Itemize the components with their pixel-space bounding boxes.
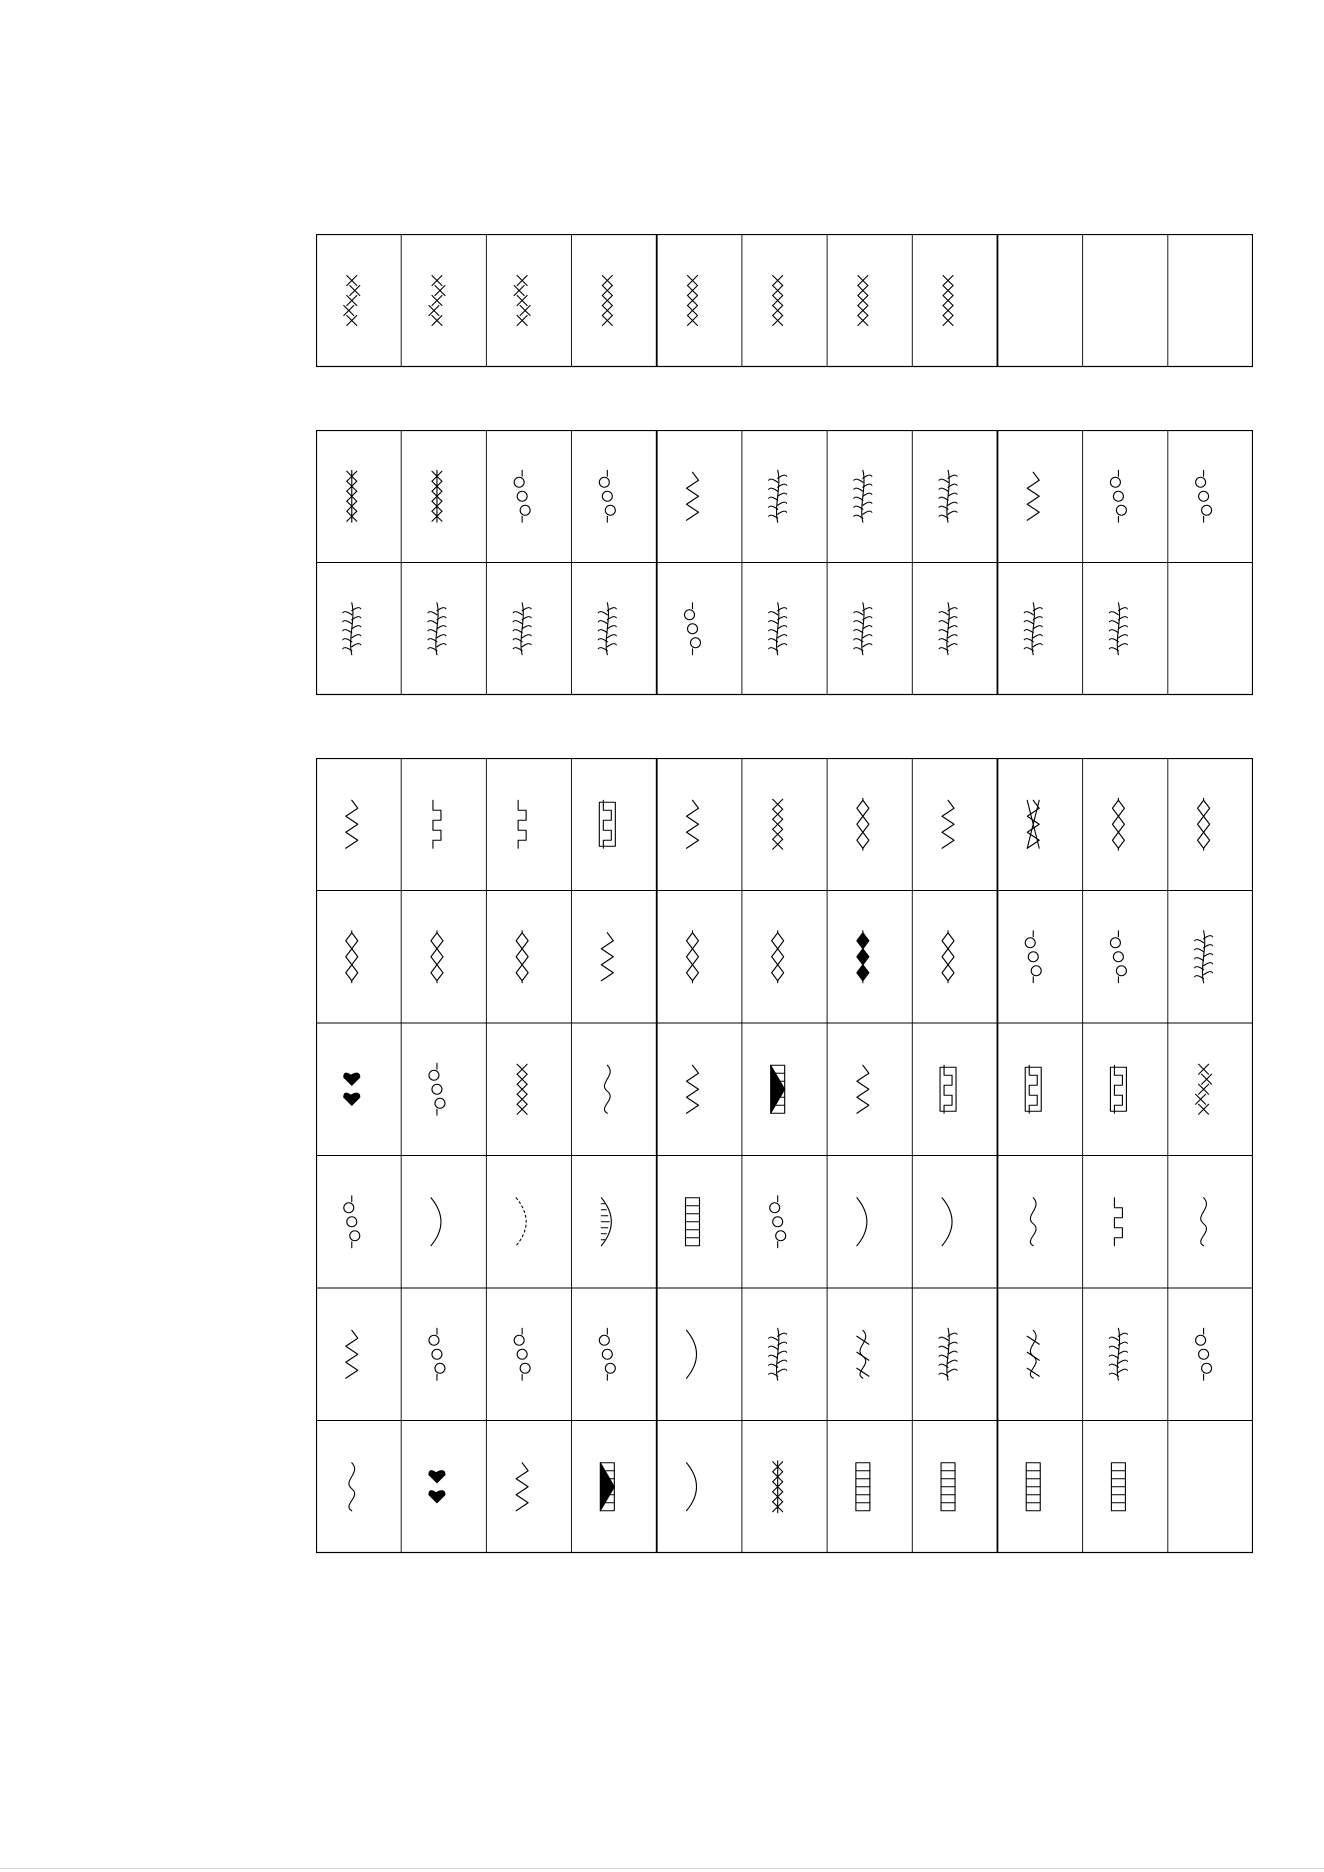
triangle-box-stitch-icon bbox=[771, 1065, 785, 1113]
bar-ladder-stitch-icon bbox=[1111, 1463, 1125, 1511]
diamond-vine-stitch-icon bbox=[346, 931, 358, 983]
leaf-bud-stitch-icon bbox=[939, 470, 957, 522]
bead-cluster-stitch-icon bbox=[1110, 931, 1126, 983]
zigzag-m-stitch-icon bbox=[346, 1330, 358, 1378]
heart-scallop-stitch-icon bbox=[344, 1073, 360, 1105]
loop-stem-stitch-icon bbox=[344, 1196, 360, 1248]
comb-arc-stitch-icon bbox=[601, 1198, 611, 1246]
arrow-diamond-stitch-icon bbox=[687, 931, 699, 983]
loop-chain-stitch-icon bbox=[514, 1328, 530, 1380]
step-zigzag-stitch-icon bbox=[346, 800, 358, 848]
greek-key-stitch-icon bbox=[940, 1065, 956, 1113]
tree-branch-stitch-icon bbox=[769, 1328, 787, 1380]
flower-curl-stitch-icon bbox=[514, 470, 530, 522]
cross-offset-stitch-icon bbox=[943, 276, 953, 326]
ladder-box-stitch-icon bbox=[941, 1463, 955, 1511]
point-scallop-stitch-icon bbox=[857, 1198, 867, 1246]
cross-zigzag-column-stitch-icon bbox=[429, 276, 445, 326]
box-cross-stitch-icon bbox=[517, 1064, 527, 1114]
fish-bone-stitch-icon bbox=[1109, 1328, 1127, 1380]
wave-band-stitch-icon bbox=[857, 1330, 869, 1378]
box-stack-stitch-icon bbox=[1026, 1463, 1040, 1511]
leaf-diamond-stitch-icon bbox=[516, 931, 528, 983]
s-curl-stitch-icon bbox=[599, 470, 615, 522]
shell-fan-stitch-icon bbox=[431, 1198, 441, 1246]
flower-vine-stitch-icon bbox=[598, 603, 616, 655]
twist-vine-stitch-icon bbox=[343, 603, 361, 655]
circle-chain-stitch-icon bbox=[1025, 931, 1041, 983]
small-loops-stitch-icon bbox=[599, 1328, 615, 1380]
zigzag-n-stitch-icon bbox=[857, 1065, 869, 1113]
step-line-stitch-icon bbox=[1114, 1198, 1122, 1246]
stitch-table-border bbox=[316, 758, 1253, 1555]
xxx-column-stitch-icon bbox=[344, 276, 360, 326]
chevron-column-stitch-icon bbox=[687, 800, 699, 848]
diamond-dot-stitch-icon bbox=[772, 931, 784, 983]
satin-zigzag-stitch-icon bbox=[1027, 800, 1039, 848]
cross-ticks-stitch-icon bbox=[773, 799, 783, 849]
diamond-branch-stitch-icon bbox=[431, 931, 443, 983]
zigzag-diamond-stitch-icon bbox=[1198, 798, 1210, 850]
cross-hatch-stitch-icon bbox=[1196, 1064, 1212, 1114]
cross-scatter-stitch-icon bbox=[773, 276, 783, 326]
block-arrow-stitch-icon bbox=[687, 1065, 699, 1113]
stitch-grid-svg-2 bbox=[316, 430, 1253, 696]
snowflake-column-stitch-icon bbox=[347, 470, 357, 522]
filled-diamond-stitch-icon bbox=[857, 931, 869, 983]
v-zigzag-stitch-icon bbox=[601, 933, 613, 981]
vine-arrow-stitch-icon bbox=[1027, 472, 1039, 520]
circle-column-stitch-icon bbox=[770, 1196, 786, 1248]
fern-spray-stitch-icon bbox=[1109, 603, 1127, 655]
star-column-stitch-icon bbox=[432, 470, 442, 522]
stitch-table-floral bbox=[316, 430, 1253, 696]
s-wave-stitch-icon bbox=[1201, 1198, 1207, 1246]
figure-eight-stitch-icon bbox=[349, 1463, 355, 1511]
box-scallop-stitch-icon bbox=[686, 1198, 700, 1246]
link-chain-stitch-icon bbox=[1030, 1198, 1036, 1246]
meander-wave-stitch-icon bbox=[599, 800, 615, 848]
loop-bud-stitch-icon bbox=[1110, 470, 1126, 522]
arrow-zigzag-stitch-icon bbox=[942, 800, 954, 848]
x-diamond-box-stitch-icon bbox=[942, 931, 954, 983]
stitch-grid-svg-1 bbox=[316, 234, 1253, 368]
double-loop-stitch-icon bbox=[1196, 470, 1212, 522]
spiral-loops-stitch-icon bbox=[685, 603, 701, 655]
tulip-column-stitch-icon bbox=[769, 603, 787, 655]
sprout-stitch-icon bbox=[513, 603, 531, 655]
hearts-stitch-icon bbox=[429, 1471, 445, 1503]
triangle-band-stitch-icon bbox=[600, 1463, 614, 1511]
step-meander-stitch-icon bbox=[1110, 1065, 1126, 1113]
flower-block-stitch-icon bbox=[854, 603, 872, 655]
crescent-stitch-icon bbox=[687, 1463, 697, 1511]
stitch-table-cross bbox=[316, 234, 1253, 368]
stitch-grid-svg-3 bbox=[316, 758, 1253, 1555]
loop-e-stitch-icon bbox=[429, 1328, 445, 1380]
cross-chain-stitch-icon bbox=[688, 276, 698, 326]
table-frame bbox=[317, 235, 1253, 367]
step-block-stitch-icon bbox=[433, 800, 441, 848]
ribbon-chevron-stitch-icon bbox=[516, 1463, 528, 1511]
bud-chain-stitch-icon bbox=[1195, 931, 1213, 983]
double-cross-column-stitch-icon bbox=[602, 276, 612, 326]
knot-band-stitch-icon bbox=[1027, 1330, 1039, 1378]
fern-leaf-stitch-icon bbox=[769, 470, 787, 522]
hook-scallop-stitch-icon bbox=[942, 1198, 952, 1246]
curl-wave-stitch-icon bbox=[429, 1063, 445, 1115]
dotted-arc-stitch-icon bbox=[516, 1198, 526, 1246]
key-meander-stitch-icon bbox=[1025, 1065, 1041, 1113]
leaf-pairs-stitch-icon bbox=[428, 603, 446, 655]
slant-bars-stitch-icon bbox=[856, 1463, 870, 1511]
leaf-drop-stitch-icon bbox=[939, 603, 957, 655]
rose-column-stitch-icon bbox=[1024, 603, 1042, 655]
arrow-chevron-stitch-icon bbox=[687, 472, 699, 520]
big-loop-stitch-icon bbox=[1196, 1328, 1212, 1380]
diamond-chain-stitch-icon bbox=[1112, 798, 1124, 850]
feather-leaf-stitch-icon bbox=[854, 470, 872, 522]
x-diamond-stitch-icon bbox=[857, 798, 869, 850]
leaf-vine-stitch-icon bbox=[939, 1328, 957, 1380]
half-moon-stitch-icon bbox=[687, 1330, 697, 1378]
dense-cross-stitch-icon bbox=[858, 276, 868, 326]
star-points-stitch-icon bbox=[773, 1461, 783, 1513]
page-bottom-rule bbox=[0, 1868, 1324, 1869]
square-wave-stitch-icon bbox=[518, 800, 526, 848]
satin-wave-stitch-icon bbox=[604, 1065, 610, 1113]
cross-curve-stitch-icon bbox=[514, 276, 530, 326]
